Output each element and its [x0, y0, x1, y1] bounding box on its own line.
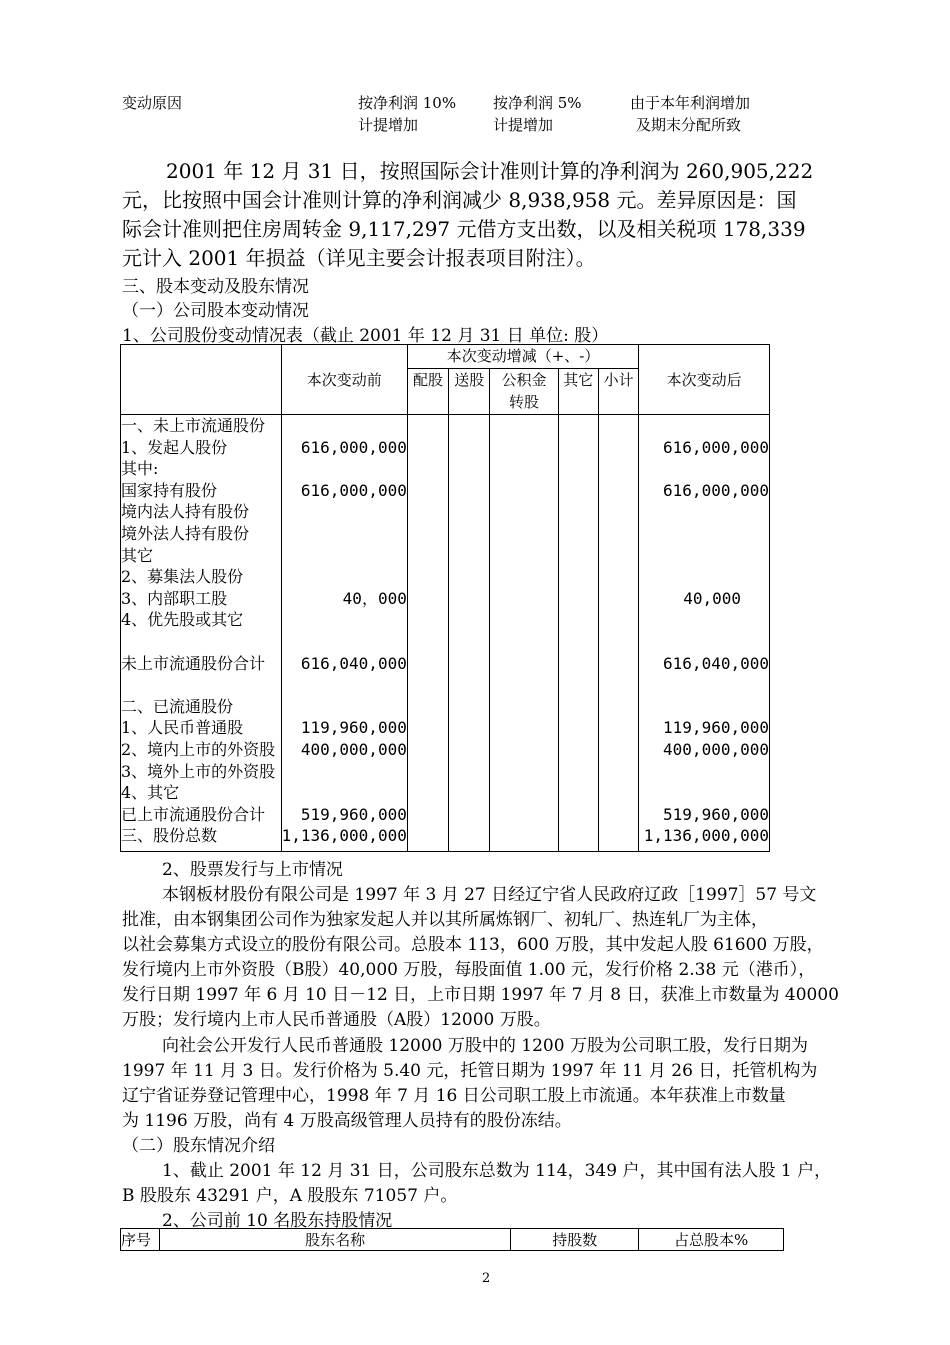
qita-column	[558, 415, 598, 852]
row-after-value	[639, 458, 769, 480]
top10-header-pct: 占总股本%	[639, 1229, 784, 1251]
row-label: 三、股份总数	[121, 826, 218, 846]
row-before-value: 616,000,000	[300, 437, 407, 457]
row-before-value	[282, 545, 407, 567]
row-before-value: 1,136,000,000	[281, 826, 407, 846]
gongjijin-column	[490, 415, 558, 852]
intl-para-line: 际会计准则把住房周转金 9,117,297 元借方支出数，以及相关税项 178,339	[122, 217, 806, 241]
row-after-value: 616,000,000	[663, 480, 769, 500]
issue-para1-line: 发行境内上市外资股（B股）40,000 万股，每股面值 1.00 元，发行价格 2.38 元（港币），	[122, 960, 816, 980]
after-values-column	[639, 415, 770, 852]
row-label: 3、内部职工股	[121, 588, 228, 608]
row-label: 已上市流通股份合计	[121, 804, 266, 824]
issue-para1-line: 万股；发行境内上市人民币普通股（A股）12000 万股。	[122, 1010, 551, 1030]
row-label: 其中:	[121, 459, 159, 479]
reason-col2-line2: 计提增加	[493, 116, 554, 134]
issue-para1-line: 本钢板材股份有限公司是 1997 年 3 月 27 日经辽宁省人民政府辽政［1997］57 号文	[162, 885, 817, 905]
row-before-value	[282, 566, 407, 588]
row-label	[121, 631, 281, 653]
row-before-value: 119,960,000	[300, 718, 407, 738]
header-before: 本次变动前	[281, 345, 407, 415]
table1-title: 1、公司股份变动情况表（截止 2001 年 12 月 31 日 单位: 股）	[122, 326, 609, 346]
issue-title: 2、股票发行与上市情况	[162, 860, 343, 880]
issue-para1-line: 批准，由本钢集团公司作为独家发起人并以其所属炼钢厂、初轧厂、热连轧厂为主体，	[122, 910, 768, 930]
change-reason-label: 变动原因	[122, 94, 183, 112]
row-before-value	[282, 696, 407, 718]
before-values-column	[281, 415, 407, 852]
row-before-value	[282, 523, 407, 545]
row-after-value: 1,136,000,000	[643, 826, 769, 846]
row-label: 其它	[121, 545, 154, 565]
row-before-value	[282, 415, 407, 437]
row-after-value: 400,000,000	[663, 739, 769, 759]
row-label: 一、未上市流通股份	[121, 416, 266, 435]
holders-para-line: 1、截止 2001 年 12 月 31 日，公司股东总数为 114，349 户，其中国有法人股 1 户，	[162, 1161, 832, 1181]
sub1-title: （一）公司股本变动情况	[122, 301, 309, 321]
row-label: 4、优先股或其它	[121, 610, 244, 630]
row-after-value: 40,000	[683, 588, 742, 608]
row-before-value: 519,960,000	[300, 804, 407, 824]
row-label	[121, 674, 281, 696]
row-after-value: 616,040,000	[663, 653, 769, 673]
row-label: 二、已流通股份	[121, 696, 234, 716]
row-before-value	[282, 674, 407, 696]
row-labels-column	[121, 415, 282, 852]
row-label: 境内法人持有股份	[121, 502, 250, 522]
issue-para2-line: 辽宁省证券登记管理中心，1998 年 7 月 16 日公司职工股上市流通。本年获准上市数量	[122, 1086, 786, 1106]
row-before-value: 616,000,000	[300, 480, 407, 500]
row-before-value: 40，000	[342, 588, 407, 608]
row-after-value	[639, 696, 769, 718]
row-after-value: 519,960,000	[663, 804, 769, 824]
issue-para1-line: 发行日期 1997 年 6 月 10 日－12 日，上市日期 1997 年 7 月 8 日，获准上市数量为 40000	[122, 985, 839, 1005]
header-change: 本次变动增减（+、-）	[407, 345, 638, 369]
row-after-value	[639, 566, 769, 588]
issue-para2-line: 为 1196 万股，尚有 4 万股高级管理人员持有的股份冻结。	[122, 1111, 572, 1131]
reason-col1-line1: 按净利润 10%	[358, 94, 457, 112]
header-xiaoji: 小计	[598, 369, 638, 415]
songgu-column	[449, 415, 490, 852]
row-after-value	[639, 415, 769, 437]
reason-col3-line1: 由于本年利润增加	[630, 94, 751, 112]
header-gongjijin-line1: 公积金	[501, 371, 547, 389]
row-label: 4、其它	[121, 783, 180, 803]
header-after: 本次变动后	[639, 345, 770, 415]
intl-para-line: 元计入 2001 年损益（详见主要会计报表项目附注）。	[122, 246, 596, 270]
row-before-value	[282, 761, 407, 783]
top10-title: 2、公司前 10 名股东持股情况	[162, 1211, 393, 1231]
row-label: 1、发起人股份	[121, 437, 228, 457]
row-before-value	[282, 501, 407, 523]
top10-header-no: 序号	[121, 1229, 160, 1251]
row-after-value	[639, 523, 769, 545]
header-qita: 其它	[558, 369, 598, 415]
row-before-value	[282, 458, 407, 480]
reason-col2-line1: 按净利润 5%	[493, 94, 582, 112]
share-change-table	[120, 344, 770, 852]
row-after-value	[639, 545, 769, 567]
row-after-value	[639, 782, 769, 804]
header-songgu: 送股	[449, 369, 490, 415]
xiaoji-column	[598, 415, 638, 852]
row-before-value: 616,040,000	[300, 653, 407, 673]
row-label: 2、境内上市的外资股	[121, 739, 276, 759]
row-label: 国家持有股份	[121, 480, 218, 500]
section3-title: 三、股本变动及股东情况	[122, 277, 309, 297]
row-before-value	[282, 609, 407, 631]
row-after-value	[639, 631, 769, 653]
issue-para1-line: 以社会募集方式设立的股份有限公司。总股本 113，600 万股，其中发起人股 61600 万股，	[122, 935, 824, 955]
page-number: 2	[482, 1271, 491, 1286]
top10-table	[120, 1228, 784, 1251]
header-gongjijin-line2: 转股	[508, 393, 539, 411]
peigu-column	[407, 415, 448, 852]
holders-para-line: B 股股东 43291 户，A 股股东 71057 户。	[122, 1186, 458, 1206]
row-after-value	[639, 501, 769, 523]
top10-header-name: 股东名称	[159, 1229, 510, 1251]
issue-para2-line: 1997 年 11 月 3 日。发行价格为 5.40 元，托管日期为 1997 年 11 月 26 日，托管机构为	[122, 1061, 818, 1081]
reason-col3-line2: 及期末分配所致	[636, 116, 742, 134]
top10-header-shares: 持股数	[511, 1229, 639, 1251]
row-label: 境外法人持有股份	[121, 523, 250, 543]
row-after-value: 119,960,000	[663, 718, 769, 738]
header-peigu: 配股	[407, 369, 448, 415]
header-item-cell	[121, 345, 282, 415]
sub2-title: （二）股东情况介绍	[122, 1136, 275, 1156]
row-after-value	[639, 761, 769, 783]
row-label: 2、募集法人股份	[121, 567, 244, 587]
row-before-value	[282, 782, 407, 804]
header-gongjijin	[490, 369, 558, 415]
intl-para-line: 2001 年 12 月 31 日，按照国际会计准则计算的净利润为 260,905,222	[166, 159, 814, 183]
row-after-value: 616,000,000	[663, 437, 769, 457]
row-before-value: 400,000,000	[300, 739, 407, 759]
row-after-value	[639, 609, 769, 631]
row-after-value	[639, 674, 769, 696]
issue-para2-line: 向社会公开发行人民币普通股 12000 万股中的 1200 万股为公司职工股，发行日期为	[162, 1036, 808, 1056]
row-label: 3、境外上市的外资股	[121, 761, 276, 781]
row-label: 1、人民币普通股	[121, 718, 244, 738]
row-label: 未上市流通股份合计	[121, 653, 266, 673]
intl-para-line: 元，比按照中国会计准则计算的净利润减少 8,938,958 元。差异原因是：国	[122, 188, 797, 212]
row-before-value	[282, 631, 407, 653]
reason-col1-line2: 计提增加	[358, 116, 419, 134]
